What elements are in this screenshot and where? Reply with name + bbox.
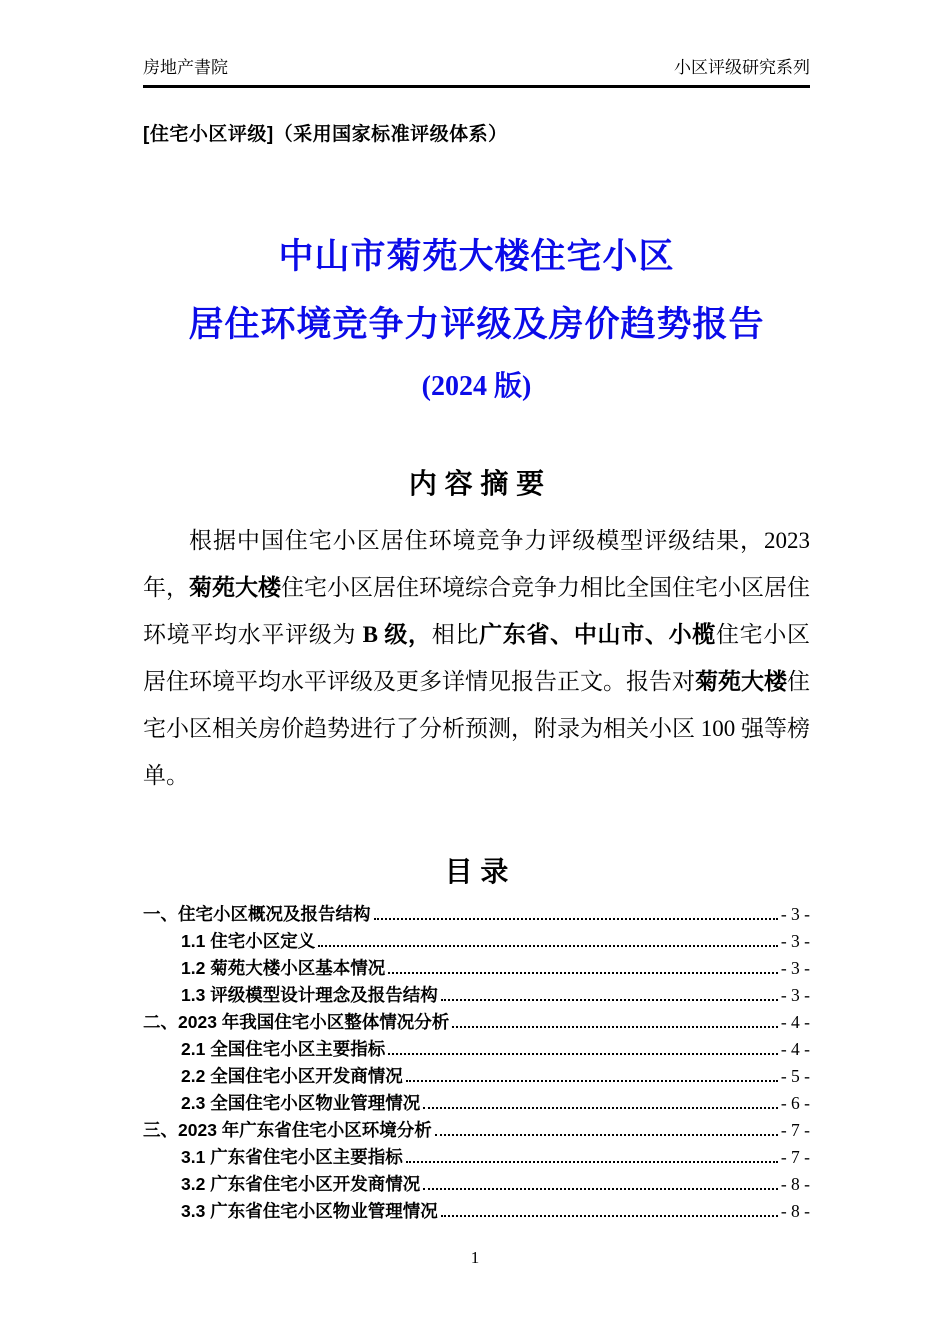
- abstract-text-run: 相比: [431, 622, 480, 647]
- report-title-line2: 居住环境竞争力评级及房价趋势报告: [188, 305, 765, 344]
- toc-entry-page: - 8 -: [780, 1174, 810, 1194]
- toc-entry-page: - 7 -: [780, 1120, 810, 1140]
- abstract-text-run: 住宅小区居住环境平均水平评级及更多详情见报告正文。报告对: [143, 622, 811, 694]
- toc-entry-title: 1.3 评级模型设计理念及报告结构: [181, 985, 438, 1005]
- toc-entry-page: - 3 -: [780, 958, 810, 978]
- toc-entry[interactable]: [143, 928, 810, 955]
- toc-entry-title: 3.3 广东省住宅小区物业管理情况: [181, 1201, 438, 1221]
- toc-entry[interactable]: [143, 1009, 810, 1036]
- header-right-text: 小区评级研究系列: [674, 58, 810, 77]
- toc-entry-title: 3.1 广东省住宅小区主要指标: [181, 1147, 403, 1167]
- toc-entry[interactable]: [143, 1090, 810, 1117]
- toc-leader-dots: [423, 1188, 778, 1190]
- toc-leader-dots: [388, 972, 778, 974]
- toc-entry-page: - 7 -: [780, 1147, 810, 1167]
- toc-entry-page: - 3 -: [780, 985, 810, 1005]
- abstract-text-run: 根据中国住宅小区居住环境竞争力评级模型评级结果，2023 年，: [143, 528, 810, 600]
- header-left-text: 房地产書院: [143, 58, 228, 77]
- toc-leader-dots: [441, 1215, 778, 1217]
- toc-entry[interactable]: [143, 955, 810, 982]
- toc-leader-dots: [406, 1161, 778, 1163]
- abstract-text-run: 住宅小区相关房价趋势进行了分析预测，附录为相关小区 100 强等榜单。: [143, 669, 810, 788]
- toc-entry[interactable]: [143, 1117, 810, 1144]
- toc-entry[interactable]: [143, 1171, 810, 1198]
- toc-entry[interactable]: [143, 1144, 810, 1171]
- page-number: 1: [470, 1248, 480, 1267]
- toc-entry-page: - 3 -: [780, 931, 810, 951]
- toc-entry-page: - 4 -: [780, 1039, 810, 1059]
- toc-leader-dots: [318, 945, 778, 947]
- toc-entry-page: - 6 -: [780, 1093, 810, 1113]
- report-title-line1: 中山市菊苑大楼住宅小区: [278, 237, 675, 276]
- abstract-bold-run: 菊苑大楼: [189, 575, 281, 600]
- abstract-bold-run: B 级，: [362, 622, 432, 647]
- abstract-bold-run: 菊苑大楼: [695, 669, 787, 694]
- toc-entry-title: 2.2 全国住宅小区开发商情况: [181, 1066, 403, 1086]
- abstract-text-run: 住宅小区居住环境综合竞争力相比全国住宅小区居住环境平均水平评级为: [143, 575, 810, 647]
- toc-leader-dots: [441, 999, 778, 1001]
- abstract-heading: 内 容 摘 要: [408, 468, 545, 499]
- toc-entry-title: 二、2023 年我国住宅小区整体情况分析: [143, 1012, 450, 1032]
- toc-leader-dots: [388, 1053, 778, 1055]
- toc-entry[interactable]: [143, 901, 810, 928]
- toc-leader-dots: [435, 1134, 778, 1136]
- toc-entry[interactable]: [143, 1036, 810, 1063]
- toc-leader-dots: [423, 1107, 778, 1109]
- toc-entry-title: 2.1 全国住宅小区主要指标: [181, 1039, 386, 1059]
- toc-entry-title: 三、2023 年广东省住宅小区环境分析: [143, 1120, 432, 1140]
- report-title-block: [143, 238, 810, 403]
- toc-entry-page: - 8 -: [780, 1201, 810, 1221]
- page-footer: [0, 1248, 950, 1268]
- toc-entry-page: - 3 -: [780, 904, 810, 924]
- abstract-paragraph: [143, 517, 810, 799]
- toc-entry-title: 3.2 广东省住宅小区开发商情况: [181, 1174, 421, 1194]
- toc-entry-title: 1.2 菊苑大楼小区基本情况: [181, 958, 386, 978]
- toc-leader-dots: [452, 1026, 778, 1028]
- toc-entry-page: - 4 -: [780, 1012, 810, 1032]
- abstract-bold-run: 广东省、中山市、小榄: [479, 622, 716, 647]
- toc-entry-title: 2.3 全国住宅小区物业管理情况: [181, 1093, 421, 1113]
- toc-heading: 目 录: [444, 856, 509, 887]
- toc-entry[interactable]: [143, 1198, 810, 1225]
- toc-list: [143, 901, 810, 1225]
- toc-entry[interactable]: [143, 1063, 810, 1090]
- report-title-edition: (2024 版): [421, 371, 532, 402]
- toc-entry-page: - 5 -: [780, 1066, 810, 1086]
- page-header: [143, 58, 810, 88]
- rating-series-label: [住宅小区评级]（采用国家标准评级体系）: [143, 124, 508, 145]
- toc-leader-dots: [406, 1080, 778, 1082]
- toc-leader-dots: [374, 918, 778, 920]
- toc-entry-title: 一、住宅小区概况及报告结构: [143, 904, 371, 924]
- toc-entry[interactable]: [143, 982, 810, 1009]
- toc-entry-title: 1.1 住宅小区定义: [181, 931, 316, 951]
